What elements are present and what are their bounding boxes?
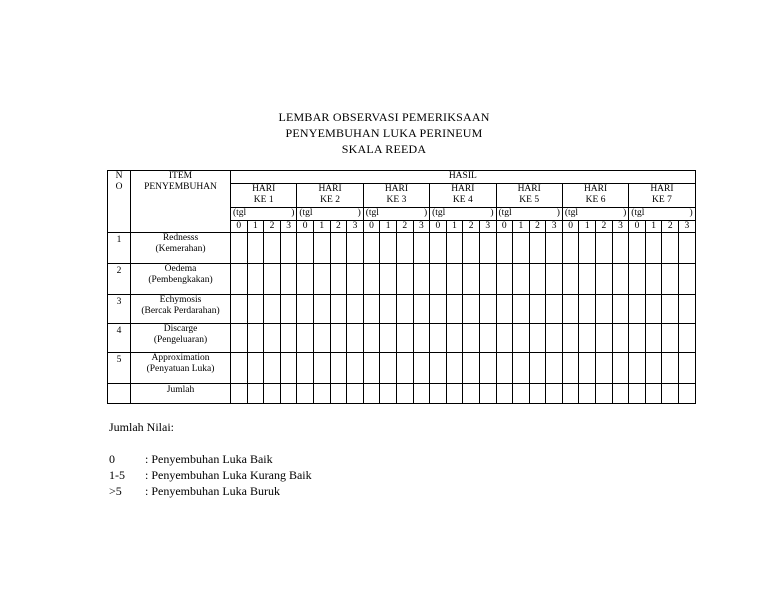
header-day-bottom: KE 1: [253, 195, 274, 205]
date-close: ): [689, 208, 693, 218]
score-header: 3: [612, 221, 629, 233]
header-no-bottom: O: [115, 182, 123, 192]
score-cell: [579, 264, 596, 295]
score-cell: [446, 264, 463, 295]
score-cell: [612, 295, 629, 324]
score-header: 2: [264, 221, 281, 233]
score-cell: [612, 353, 629, 384]
row-item: [131, 233, 231, 264]
row-item-name: Discarge: [163, 324, 198, 334]
row-item-name: Approximation: [151, 353, 210, 363]
score-cell: [313, 324, 330, 353]
date-placeholder: [231, 208, 296, 219]
observation-table: [107, 170, 696, 404]
date-open: (tgl: [498, 208, 512, 218]
score-header: 2: [463, 221, 480, 233]
date-open: (tgl: [365, 208, 379, 218]
score-cell: [612, 233, 629, 264]
score-cell: [629, 295, 646, 324]
total-cell: [612, 384, 629, 404]
score-cell: [479, 264, 496, 295]
score-cell: [596, 233, 613, 264]
legend-text: : Penyembuhan Luka Buruk: [145, 484, 280, 498]
score-cell: [297, 324, 314, 353]
score-cell: [679, 324, 696, 353]
total-row: [108, 384, 696, 404]
score-cell: [297, 264, 314, 295]
row-item-translation: (Pengeluaran): [153, 335, 208, 345]
score-cell: [579, 353, 596, 384]
header-day-bottom: KE 5: [519, 195, 540, 205]
score-header: 3: [347, 221, 364, 233]
total-cell: [579, 384, 596, 404]
row-item-translation: (Pembengkakan): [148, 275, 213, 285]
score-cell: [446, 324, 463, 353]
document-title: [0, 109, 768, 157]
score-cell: [562, 324, 579, 353]
score-cell: [629, 233, 646, 264]
score-cell: [280, 353, 297, 384]
row-number: 4: [108, 324, 131, 353]
score-cell: [363, 353, 380, 384]
score-cell: [313, 264, 330, 295]
score-cell: [662, 295, 679, 324]
score-cell: [446, 295, 463, 324]
score-cell: [330, 233, 347, 264]
score-header: 3: [413, 221, 430, 233]
total-cell: [446, 384, 463, 404]
score-cell: [546, 264, 563, 295]
score-cell: [231, 353, 248, 384]
legend-heading: Jumlah Nilai:: [109, 420, 174, 434]
legend-item: [109, 451, 312, 467]
score-cell: [496, 233, 513, 264]
header-hasil: HASIL: [231, 171, 696, 184]
date-cell: [496, 208, 562, 221]
score-cell: [479, 233, 496, 264]
score-cell: [413, 295, 430, 324]
legend-code: >5: [109, 484, 122, 498]
score-header: 0: [297, 221, 314, 233]
total-cell: [546, 384, 563, 404]
score-cell: [231, 264, 248, 295]
row-item: [131, 324, 231, 353]
total-cell: [529, 384, 546, 404]
header-item-bottom: PENYEMBUHAN: [144, 182, 217, 192]
score-cell: [363, 233, 380, 264]
score-cell: [330, 353, 347, 384]
score-header: 1: [579, 221, 596, 233]
score-cell: [280, 295, 297, 324]
score-cell: [247, 233, 264, 264]
score-cell: [562, 233, 579, 264]
date-placeholder: [364, 208, 429, 219]
row-item: [131, 264, 231, 295]
score-cell: [662, 233, 679, 264]
date-cell: [297, 208, 363, 221]
score-header: 3: [280, 221, 297, 233]
score-cell: [413, 324, 430, 353]
total-cell: [463, 384, 480, 404]
total-cell: [313, 384, 330, 404]
score-cell: [662, 324, 679, 353]
score-cell: [380, 233, 397, 264]
date-cell: [629, 208, 695, 221]
total-cell: [297, 384, 314, 404]
score-header: 1: [380, 221, 397, 233]
score-cell: [579, 324, 596, 353]
score-cell: [513, 324, 530, 353]
score-cell: [231, 295, 248, 324]
header-day-bottom: KE 6: [585, 195, 606, 205]
header-day-top: HARI: [318, 184, 342, 194]
title-line-3: SKALA REEDA: [341, 142, 427, 156]
score-cell: [347, 353, 364, 384]
score-cell: [629, 324, 646, 353]
header-day-top: HARI: [384, 184, 409, 194]
score-cell: [347, 233, 364, 264]
date-close: ): [291, 208, 295, 218]
title-line-2: PENYEMBUHAN LUKA PERINEUM: [285, 126, 483, 140]
score-header: 2: [662, 221, 679, 233]
total-cell: [629, 384, 646, 404]
score-cell: [297, 353, 314, 384]
score-header: 2: [396, 221, 413, 233]
score-header: 1: [247, 221, 264, 233]
header-day-top: HARI: [517, 184, 541, 194]
header-day: [363, 184, 429, 208]
total-cell: [413, 384, 430, 404]
score-cell: [280, 264, 297, 295]
score-cell: [430, 233, 447, 264]
score-cell: [679, 264, 696, 295]
score-cell: [662, 353, 679, 384]
score-cell: [264, 264, 281, 295]
score-cell: [679, 353, 696, 384]
score-cell: [645, 324, 662, 353]
score-cell: [264, 295, 281, 324]
score-cell: [430, 353, 447, 384]
header-day-top: HARI: [252, 184, 276, 194]
score-cell: [247, 295, 264, 324]
score-cell: [479, 295, 496, 324]
legend-text: : Penyembuhan Luka Kurang Baik: [145, 468, 312, 482]
score-cell: [596, 324, 613, 353]
score-header: 1: [313, 221, 330, 233]
total-cell: [662, 384, 679, 404]
date-placeholder: [629, 208, 694, 219]
score-cell: [413, 353, 430, 384]
total-cell: [363, 384, 380, 404]
total-cell: [280, 384, 297, 404]
date-close: ): [623, 208, 627, 218]
score-cell: [596, 295, 613, 324]
date-close: ): [423, 208, 428, 218]
score-cell: [330, 295, 347, 324]
total-cell: [430, 384, 447, 404]
row-item-translation: (Bercak Perdarahan): [141, 306, 220, 316]
score-cell: [363, 264, 380, 295]
date-placeholder: [563, 208, 628, 219]
table-row: [108, 233, 696, 264]
score-cell: [380, 264, 397, 295]
date-open: (tgl: [233, 208, 247, 218]
header-item: [131, 171, 231, 233]
score-cell: [513, 295, 530, 324]
score-header: 3: [546, 221, 563, 233]
legend-item: [109, 467, 312, 483]
score-cell: [297, 233, 314, 264]
score-cell: [529, 324, 546, 353]
score-cell: [662, 264, 679, 295]
score-cell: [463, 353, 480, 384]
header-item-top: ITEM: [168, 171, 193, 181]
score-header: 0: [231, 221, 248, 233]
row-item-name: Echymosis: [159, 295, 202, 305]
score-cell: [679, 233, 696, 264]
score-cell: [396, 353, 413, 384]
score-cell: [264, 233, 281, 264]
score-cell: [396, 233, 413, 264]
total-cell: [513, 384, 530, 404]
header-day: [231, 184, 297, 208]
score-cell: [546, 353, 563, 384]
score-cell: [579, 233, 596, 264]
total-cell: [380, 384, 397, 404]
score-cell: [430, 264, 447, 295]
score-cell: [546, 324, 563, 353]
total-cell: [596, 384, 613, 404]
total-cell: [330, 384, 347, 404]
date-open: (tgl: [299, 208, 313, 218]
total-label: Jumlah: [131, 384, 231, 404]
score-cell: [562, 264, 579, 295]
header-day: [562, 184, 628, 208]
score-header: 0: [629, 221, 646, 233]
date-open: (tgl: [631, 208, 645, 218]
header-no-top: N: [115, 171, 123, 181]
score-cell: [645, 295, 662, 324]
total-cell: [496, 384, 513, 404]
legend-item: [109, 483, 312, 499]
score-cell: [280, 233, 297, 264]
total-cell: [645, 384, 662, 404]
header-day-bottom: KE 3: [386, 195, 407, 205]
score-cell: [463, 295, 480, 324]
date-placeholder: [497, 208, 562, 219]
score-header: 0: [430, 221, 447, 233]
header-day: [496, 184, 562, 208]
header-day: [629, 184, 695, 208]
date-cell: [430, 208, 496, 221]
score-cell: [679, 295, 696, 324]
score-header: 0: [562, 221, 579, 233]
total-cell: [396, 384, 413, 404]
score-cell: [297, 295, 314, 324]
row-number: 5: [108, 353, 131, 384]
header-day: [430, 184, 496, 208]
total-cell: [347, 384, 364, 404]
score-cell: [546, 295, 563, 324]
score-cell: [612, 324, 629, 353]
total-cell: [247, 384, 264, 404]
score-cell: [413, 264, 430, 295]
date-cell: [231, 208, 297, 221]
date-close: ): [490, 208, 494, 218]
total-cell: [231, 384, 248, 404]
score-header: 1: [645, 221, 662, 233]
date-open: (tgl: [432, 208, 446, 218]
row-number: 2: [108, 264, 131, 295]
header-day-bottom: KE 7: [652, 195, 672, 205]
score-header: 3: [479, 221, 496, 233]
score-cell: [596, 264, 613, 295]
score-cell: [463, 324, 480, 353]
date-placeholder: [297, 208, 362, 219]
score-header: 2: [529, 221, 546, 233]
score-cell: [380, 324, 397, 353]
score-cell: [562, 295, 579, 324]
row-number: 1: [108, 233, 131, 264]
legend-code: 1-5: [109, 468, 125, 482]
score-cell: [247, 264, 264, 295]
score-cell: [347, 324, 364, 353]
date-cell: [562, 208, 628, 221]
score-cell: [396, 264, 413, 295]
header-day-bottom: KE 2: [320, 195, 340, 205]
score-cell: [347, 295, 364, 324]
score-cell: [380, 353, 397, 384]
score-header: 2: [330, 221, 347, 233]
score-header: 1: [513, 221, 530, 233]
score-cell: [645, 233, 662, 264]
date-placeholder: [430, 208, 495, 219]
score-legend: [109, 419, 312, 499]
score-cell: [446, 353, 463, 384]
header-day: [297, 184, 363, 208]
score-cell: [629, 353, 646, 384]
score-cell: [363, 324, 380, 353]
score-header: 0: [363, 221, 380, 233]
header-day-top: HARI: [451, 184, 475, 194]
table-row: [108, 295, 696, 324]
legend-code: 0: [109, 452, 115, 466]
score-cell: [430, 295, 447, 324]
header-day-top: HARI: [650, 184, 674, 194]
row-item-name: Rednesss: [162, 233, 199, 243]
score-cell: [513, 233, 530, 264]
score-cell: [330, 264, 347, 295]
score-cell: [264, 324, 281, 353]
score-header: 1: [446, 221, 463, 233]
score-cell: [479, 324, 496, 353]
score-cell: [396, 324, 413, 353]
row-item-translation: (Penyatuan Luka): [146, 364, 215, 374]
title-line-1: LEMBAR OBSERVASI PEMERIKSAAN: [278, 110, 490, 124]
date-close: ): [556, 208, 560, 218]
score-cell: [629, 264, 646, 295]
score-cell: [413, 233, 430, 264]
score-cell: [313, 233, 330, 264]
score-cell: [496, 264, 513, 295]
header-no: [108, 171, 131, 233]
date-open: (tgl: [564, 208, 579, 218]
score-cell: [645, 264, 662, 295]
total-number-empty: [108, 384, 131, 404]
score-cell: [231, 233, 248, 264]
score-cell: [496, 324, 513, 353]
score-cell: [596, 353, 613, 384]
legend-text: : Penyembuhan Luka Baik: [145, 452, 273, 466]
score-cell: [463, 233, 480, 264]
score-cell: [313, 353, 330, 384]
score-cell: [496, 295, 513, 324]
score-cell: [579, 295, 596, 324]
score-cell: [446, 233, 463, 264]
score-cell: [479, 353, 496, 384]
score-cell: [513, 353, 530, 384]
score-cell: [463, 264, 480, 295]
score-cell: [612, 264, 629, 295]
row-item-name: Oedema: [164, 264, 197, 274]
total-cell: [264, 384, 281, 404]
score-cell: [247, 353, 264, 384]
score-cell: [347, 264, 364, 295]
score-cell: [496, 353, 513, 384]
score-cell: [562, 353, 579, 384]
score-cell: [546, 233, 563, 264]
total-cell: [562, 384, 579, 404]
score-header: 2: [596, 221, 613, 233]
score-cell: [330, 324, 347, 353]
score-cell: [529, 264, 546, 295]
score-cell: [529, 353, 546, 384]
total-cell: [679, 384, 696, 404]
row-item: [131, 295, 231, 324]
score-cell: [231, 324, 248, 353]
score-cell: [313, 295, 330, 324]
table-row: [108, 353, 696, 384]
score-cell: [247, 324, 264, 353]
header-day-top: HARI: [583, 184, 608, 194]
table-row: [108, 264, 696, 295]
score-header: 3: [679, 221, 696, 233]
score-cell: [363, 295, 380, 324]
header-day-bottom: KE 4: [452, 195, 473, 205]
date-close: ): [357, 208, 361, 218]
score-cell: [645, 353, 662, 384]
score-cell: [264, 353, 281, 384]
score-cell: [513, 264, 530, 295]
row-item: [131, 353, 231, 384]
row-item-translation: (Kemerahan): [155, 244, 206, 254]
total-cell: [479, 384, 496, 404]
row-number: 3: [108, 295, 131, 324]
score-cell: [430, 324, 447, 353]
score-cell: [529, 233, 546, 264]
score-header: 0: [496, 221, 513, 233]
score-cell: [280, 324, 297, 353]
score-cell: [529, 295, 546, 324]
score-cell: [396, 295, 413, 324]
table-row: [108, 324, 696, 353]
date-cell: [363, 208, 429, 221]
score-cell: [380, 295, 397, 324]
